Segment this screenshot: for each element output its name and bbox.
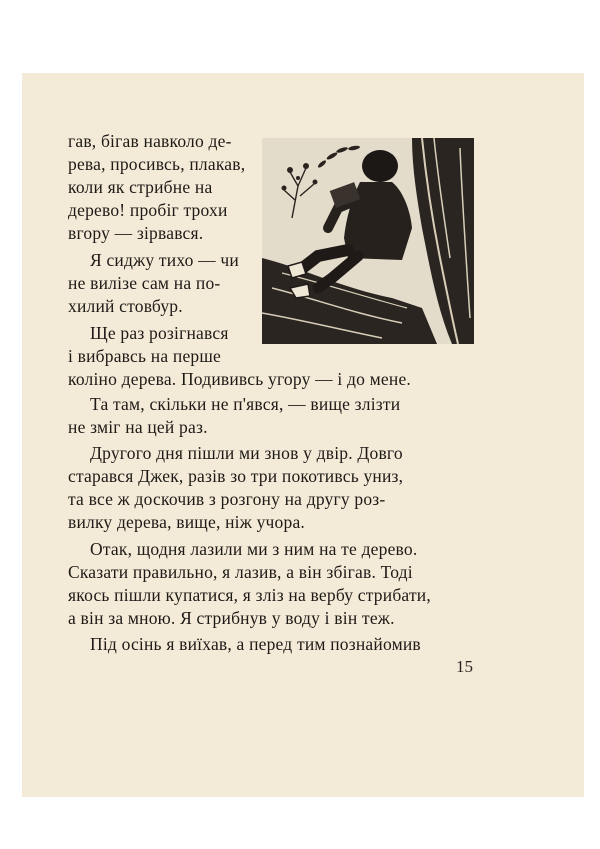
text-line-5: вгору — зірвався. [68, 223, 204, 243]
text-line-3: коли як стрибне на [68, 177, 213, 197]
text-line-18: Отак, щодня лазили ми з ним на те дерево. [90, 539, 418, 559]
text-line-20: якось пішли купатися, я зліз на вербу стрибати, [68, 585, 431, 605]
text-line-10: і вибравсь на перше [68, 346, 222, 366]
text-line-1: гав, бігав навколо де- [68, 131, 232, 151]
text-line-14: Другого дня пішли ми знов у двір. Довго [90, 443, 403, 463]
text-line-12: Та там, скільки не п'явся, — вище злізти [90, 394, 401, 414]
text-line-15: старався Джек, разів зо три покотивсь униз, [68, 466, 404, 486]
text-line-9: Ще раз розігнався [90, 323, 229, 343]
text-line-2: рева, просивсь, плакав, [68, 154, 246, 174]
text-line-16: та все ж доскочив з розгону на другу роз- [68, 489, 386, 509]
text-line-4: дерево! пробіг трохи [68, 200, 228, 220]
text-line-11: коліно дерева. Подививсь угору — і до мене. [68, 369, 411, 389]
boy-in-tree-illustration [262, 138, 474, 344]
text-line-6: Я сиджу тихо — чи [90, 250, 239, 270]
page-number: 15 [456, 657, 473, 676]
text-line-19: Сказати правильно, я лазив, а він збігав. Тоді [68, 562, 413, 582]
text-line-13: не зміг на цей раз. [68, 417, 208, 437]
text-line-7: не вилізе сам на по- [68, 273, 221, 293]
text-line-21: а він за мною. Я стрибнув у воду і він теж. [68, 608, 395, 628]
text-line-17: вилку дерева, вище, ніж учора. [68, 512, 305, 532]
text-line-8: хилий стовбур. [68, 296, 183, 316]
text-line-22: Під осінь я виїхав, а перед тим познайомив [90, 634, 421, 654]
